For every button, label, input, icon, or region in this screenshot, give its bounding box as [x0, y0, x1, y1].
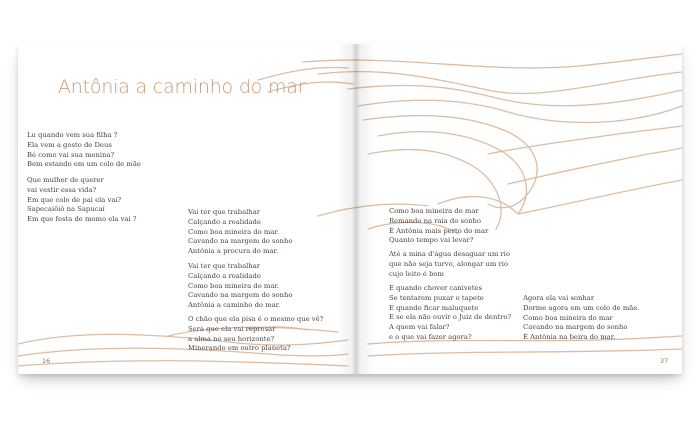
verse-line: É Antônia na beira do mar. [523, 333, 616, 342]
verse-line: E quando chover canivetes [389, 284, 482, 292]
page-number-right: 37 [660, 357, 669, 365]
verse-line: Agora ela vai sonhar [523, 294, 595, 302]
verse-line: Antônia a caminho do mar. [188, 301, 281, 310]
verse-line: E quando ficar maluquete [389, 303, 479, 312]
stanza-1 [27, 131, 141, 170]
verse-line: Bé como vai sua menina? [27, 150, 115, 159]
stanza-2 [27, 176, 137, 225]
verse-line: Lu quando vem sua filha ? [27, 131, 118, 139]
verse-line: O chão que ela pisa é o mesmo que vê? [188, 315, 324, 323]
stanza-5 [188, 315, 323, 354]
verse-line: Será que ela vai represar [188, 324, 276, 333]
verse-line: cujo leito é bom [389, 269, 444, 278]
verse-line: Como boa mineira do mar [523, 313, 613, 322]
verse-line: Calçando a realidade [188, 271, 261, 280]
verse-line: A quem vai falar? [389, 323, 450, 332]
stanza-4 [188, 262, 292, 311]
verse-line: que não seja turvo, alongar um rio [389, 259, 509, 268]
verse-line: Dorme agora em um colo de mãe. [523, 303, 640, 312]
verse-line: Calçando a realidade [188, 217, 261, 226]
stanza-7 [389, 250, 510, 279]
stanza-3 [188, 208, 292, 257]
verse-line: Ela vem a gosto de Deus [27, 140, 112, 149]
verse-line: Como boa mineira do mar [389, 207, 479, 215]
verse-line: e o que vai fazer agora? [389, 332, 472, 341]
verse-line: Vai ter que trabalhar [188, 262, 261, 270]
verse-line: Que mulher de querer [27, 176, 104, 184]
verse-line: Em que festa de momo ela vai ? [27, 215, 137, 224]
verse-line: Como boa mineira do mar. [188, 281, 280, 290]
page-number-left: 16 [42, 357, 51, 365]
stanza-9 [523, 294, 640, 343]
verse-line: a alma no seu horizonte? [188, 334, 275, 343]
verse-line: Cavando na margem do sonho [523, 323, 628, 332]
verse-line: É Antônia mais perto do mar [389, 226, 489, 235]
verse-line: Minerando em outro planeta? [188, 344, 291, 353]
verse-line: Cavando na margem do sonho [188, 291, 293, 300]
verse-line: vai vestir essa vida? [27, 185, 97, 194]
verse-line: Vai ter que trabalhar [188, 208, 261, 216]
book-spread [18, 44, 682, 374]
verse-line: Remando na raia do sonho [389, 216, 481, 225]
verse-line: Como boa mineira do mar. [188, 227, 280, 236]
verse-line: Antônia a procura do mar. [188, 247, 279, 256]
verse-line: Bem estando em um colo de mãe [27, 160, 141, 169]
poem-title: Antônia a caminho do mar [58, 76, 306, 98]
verse-line: Até a mina d'água desaguar um rio [389, 250, 510, 258]
verse-line: Quanto tempo vai levar? [389, 236, 474, 245]
stanza-6 [389, 207, 488, 246]
stanza-8 [389, 284, 511, 343]
verse-line: Se tentarem puxar o tapete [389, 293, 484, 302]
verse-line: Em que colo de pai ela vai? [27, 195, 122, 204]
verse-line: Cavando na margem do sonho [188, 237, 293, 246]
verse-line: Sapecaiôiô na Sapucaí [27, 205, 105, 214]
verse-line: E se ela não ouvir o Juiz de dentro? [389, 313, 512, 322]
